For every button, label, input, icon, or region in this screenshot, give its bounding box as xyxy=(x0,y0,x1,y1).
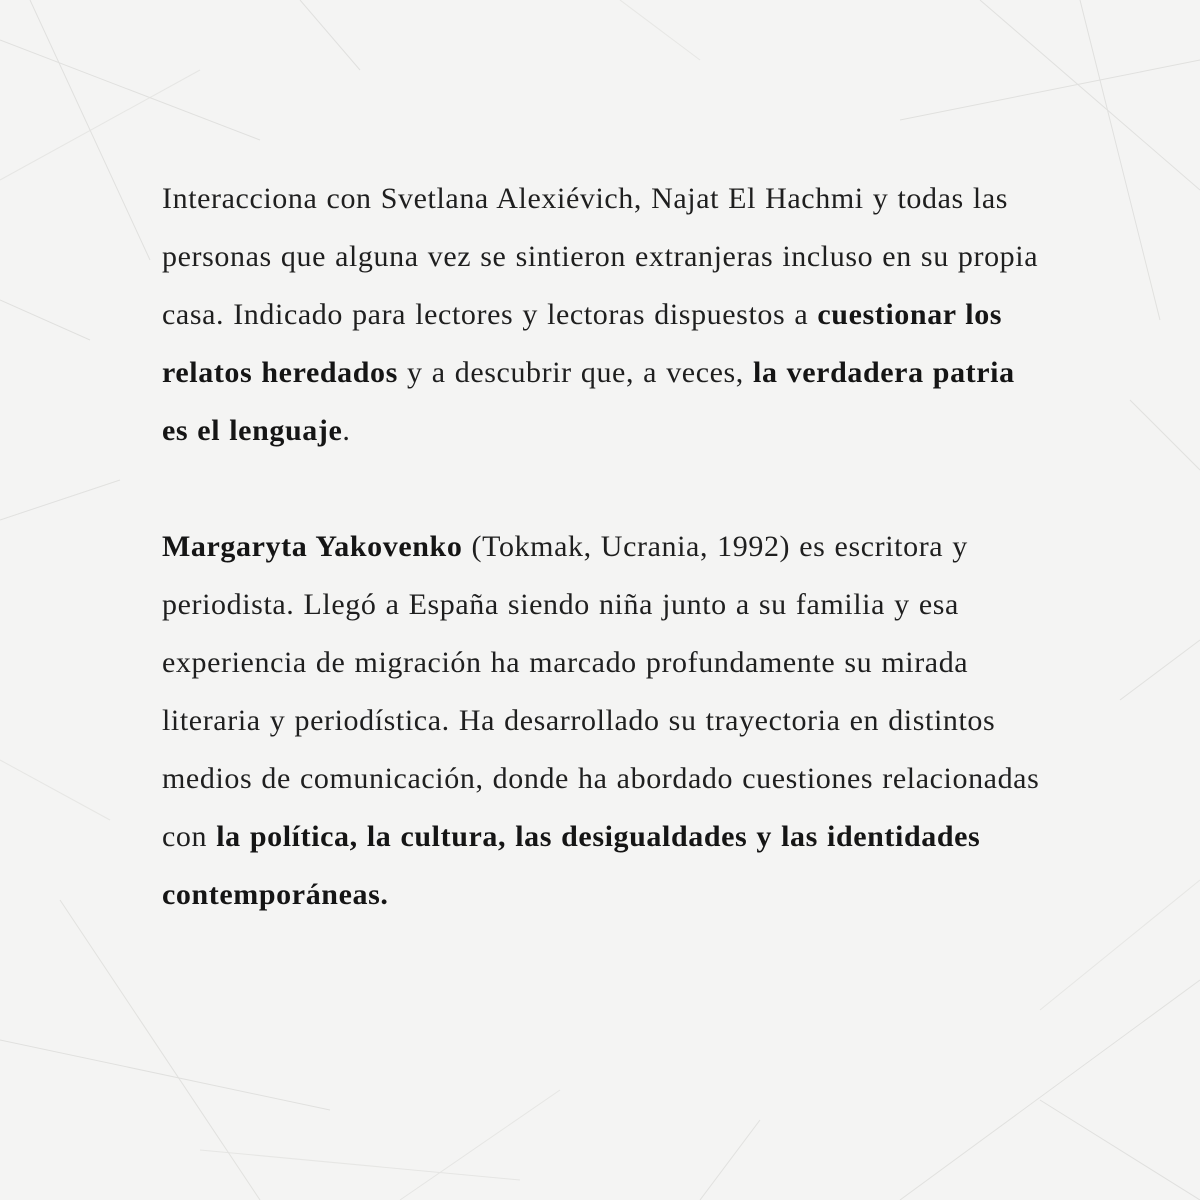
description-block xyxy=(162,170,1042,924)
description-text-3: . xyxy=(342,414,351,447)
description-bold-2: la verdadera patria es el lenguaje xyxy=(162,356,1015,447)
description-text-1: Interacciona con Svetlana Alexiévich, Najat El Hachmi y todas las personas que alguna vez se sintieron extranjeras incluso en su propia casa. Indicado para lectores y lectoras dispuestos a xyxy=(162,182,1039,331)
author-bio-paragraph xyxy=(162,518,1042,924)
description-bold-1: cuestionar los relatos heredados xyxy=(162,298,1003,389)
description-text-2: y a descubrir que, a veces, xyxy=(397,356,754,389)
author-bio-text: (Tokmak, Ucrania, 1992) es escritora y periodista. Llegó a España siendo niña junto a su familia y esa experiencia de migración ha marcado profundamente su mirada literaria y periodística. Ha desarrollado su trayectoria en distintos medios de comunicación, donde ha abordado cuestiones relacionadas con xyxy=(162,530,1040,853)
author-bio-bold: la política, la cultura, las desigualdades y las identidades contemporáneas. xyxy=(162,820,981,911)
author-name: Margaryta Yakovenko xyxy=(162,530,463,563)
book-description-paragraph xyxy=(162,170,1042,460)
